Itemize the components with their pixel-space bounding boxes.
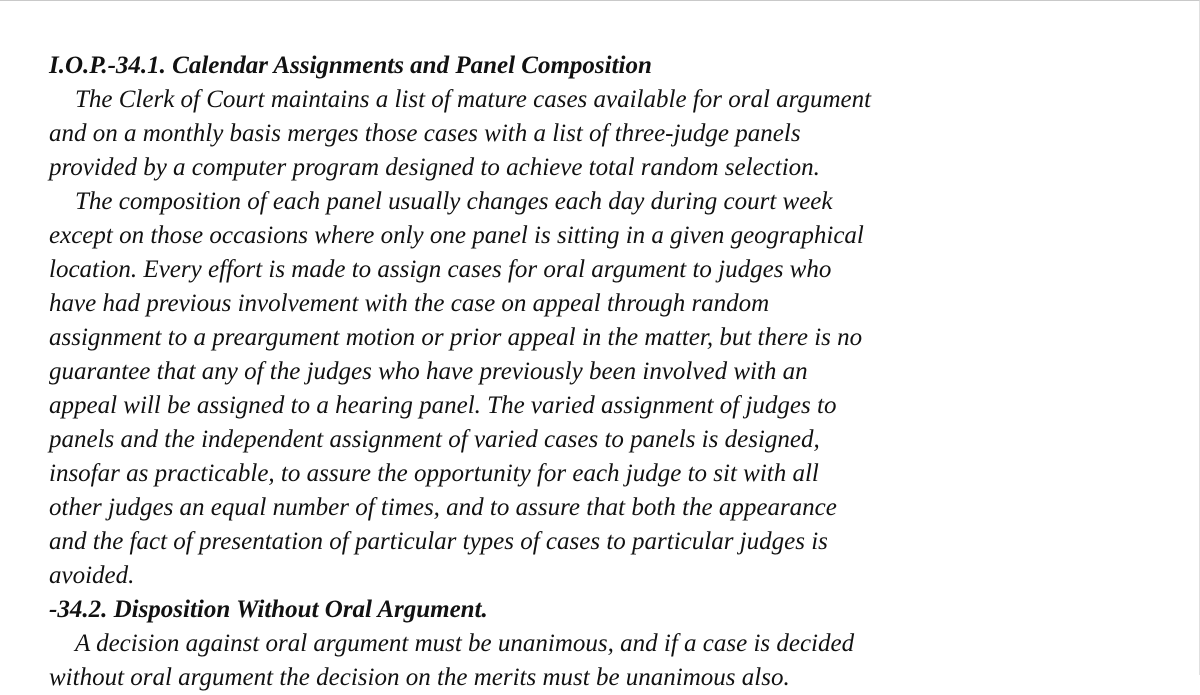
- document-body: [49, 49, 1049, 695]
- text-line: and on a monthly basis merges those cases with a list of three-judge panels: [49, 120, 801, 147]
- section-heading-34-1: I.O.P.-34.1. Calendar Assignments and Panel Composition: [49, 52, 652, 79]
- text-line: except on those occasions where only one panel is sitting in a given geographical: [49, 222, 864, 249]
- text-line: and the fact of presentation of particular types of cases to particular judges is: [49, 528, 828, 555]
- text-line: other judges an equal number of times, and to assure that both the appearance: [49, 494, 837, 521]
- section-heading-34-2: -34.2. Disposition Without Oral Argument.: [49, 596, 488, 623]
- paragraph-clerk-of-court: [49, 83, 1049, 185]
- text-line: have had previous involvement with the case on appeal through random: [49, 290, 770, 317]
- text-line: avoided.: [49, 562, 135, 589]
- text-line: insofar as practicable, to assure the opportunity for each judge to sit with all: [49, 460, 819, 487]
- text-line: panels and the independent assignment of varied cases to panels is designed,: [49, 426, 820, 453]
- text-line: assignment to a preargument motion or prior appeal in the matter, but there is no: [49, 324, 863, 351]
- text-line: The composition of each panel usually changes each day during court week: [75, 188, 833, 215]
- text-line: provided by a computer program designed to achieve total random selection.: [49, 154, 820, 181]
- paragraph-panel-composition: [49, 185, 1049, 593]
- text-line: A decision against oral argument must be unanimous, and if a case is decided: [75, 630, 855, 657]
- text-line: appeal will be assigned to a hearing panel. The varied assignment of judges to: [49, 392, 837, 419]
- paragraph-disposition: [49, 627, 1049, 695]
- text-line: The Clerk of Court maintains a list of mature cases available for oral argument: [75, 86, 872, 113]
- text-line: guarantee that any of the judges who have previously been involved with an: [49, 358, 808, 385]
- text-line: location. Every effort is made to assign cases for oral argument to judges who: [49, 256, 832, 283]
- text-line: without oral argument the decision on the merits must be unanimous also.: [49, 664, 790, 691]
